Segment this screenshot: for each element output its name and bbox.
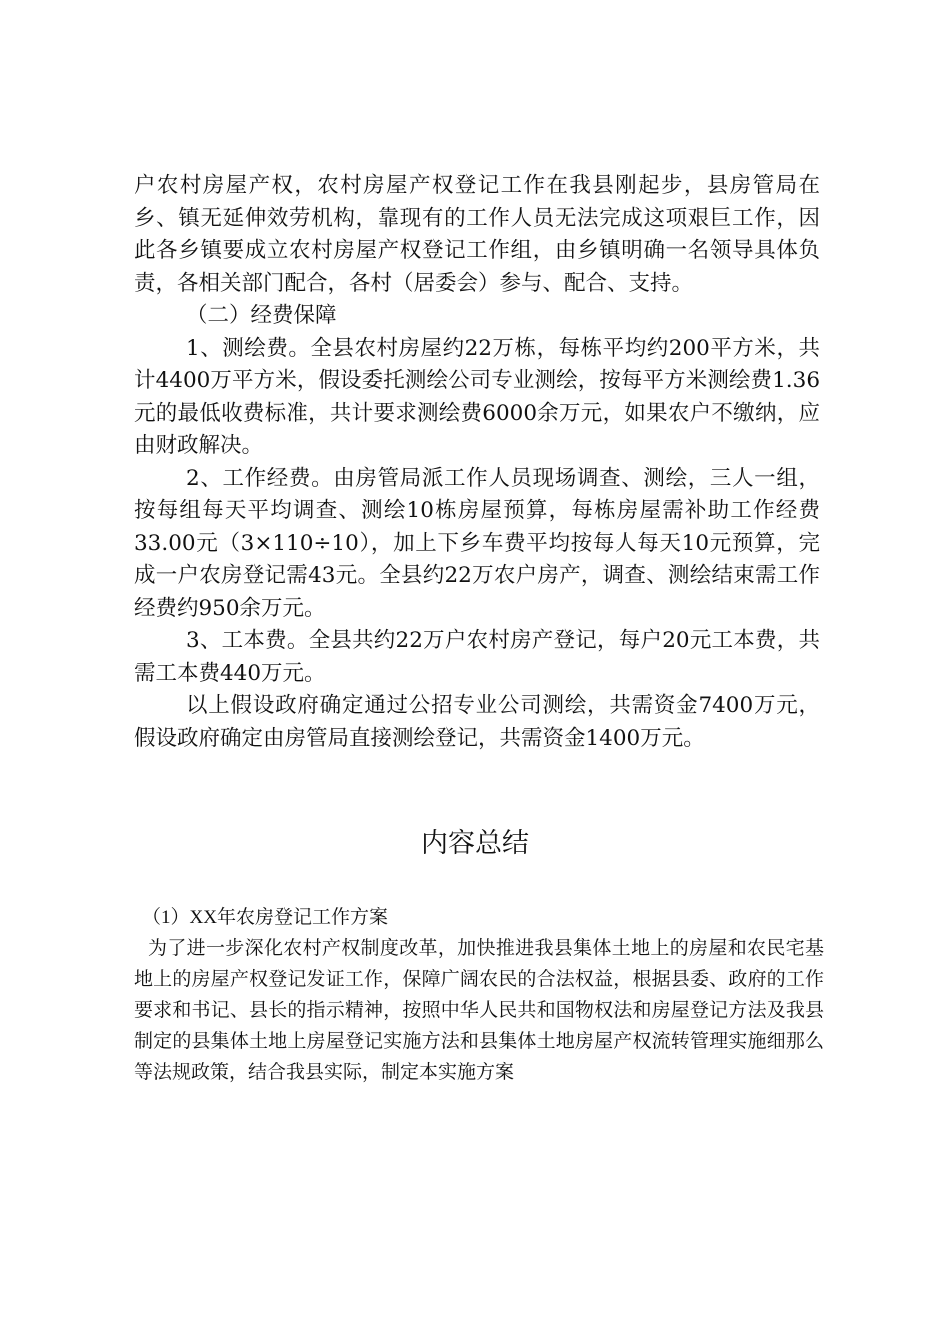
summary-item-body: 为了进一步深化农村产权制度改革，加快推进我县集体土地上的房屋和农民宅基地上的房屋产权登记发证工作，保障广阔农民的合法权益，根据县委、政府的工作要求和书记、县长的指示精神，按照中华人民共和国物权法和房屋登记方法及我县制定的县集体土地上房屋登记实施方法和县集体土地房屋产权流转管理实施细那么等法规政策，结合我县实际，制定本实施方案 <box>134 938 824 1083</box>
document-body <box>134 170 820 755</box>
paragraph-certificate-fee: 3、工本费。全县共约22万户农村房产登记，每户20元工本费，共需工本费440万元。 <box>134 628 820 686</box>
summary-section <box>134 902 824 1088</box>
paragraph-surveying-fee: 1、测绘费。全县农村房屋约22万栋，每栋平均约200平方米，共计4400万平方米，假设委托测绘公司专业测绘，按每平方米测绘费1.36元的最低收费标准，共计要求测绘费6000余万元，如果农户不缴纳，应由财政解决。 <box>134 335 820 458</box>
summary-title: 内容总结 <box>421 828 529 859</box>
paragraph-work-funds: 2、工作经费。由房管局派工作人员现场调查、测绘，三人一组，按每组每天平均调查、测绘10栋房屋预算，每栋房屋需补助工作经费33.00元（3×110÷10），加上下乡车费平均按每人每天10元预算，完成一户农房登记需43元。全县约22万农户房产，调查、测绘结束需工作经费约950余万元。 <box>134 465 820 621</box>
section-heading-funding: （二）经费保障 <box>186 303 337 328</box>
paragraph-total-funding: 以上假设政府确定通过公招专业公司测绘，共需资金7400万元，假设政府确定由房管局直接测绘登记，共需资金1400万元。 <box>134 693 820 751</box>
paragraph-continuation: 户农村房屋产权，农村房屋产权登记工作在我县刚起步，县房管局在乡、镇无延伸效劳机构，靠现有的工作人员无法完成这项艰巨工作，因此各乡镇要成立农村房屋产权登记工作组，由乡镇明确一名领导具体负责，各相关部门配合，各村（居委会）参与、配合、支持。 <box>134 173 820 296</box>
summary-item-heading: （1）XX年农房登记工作方案 <box>142 907 388 928</box>
